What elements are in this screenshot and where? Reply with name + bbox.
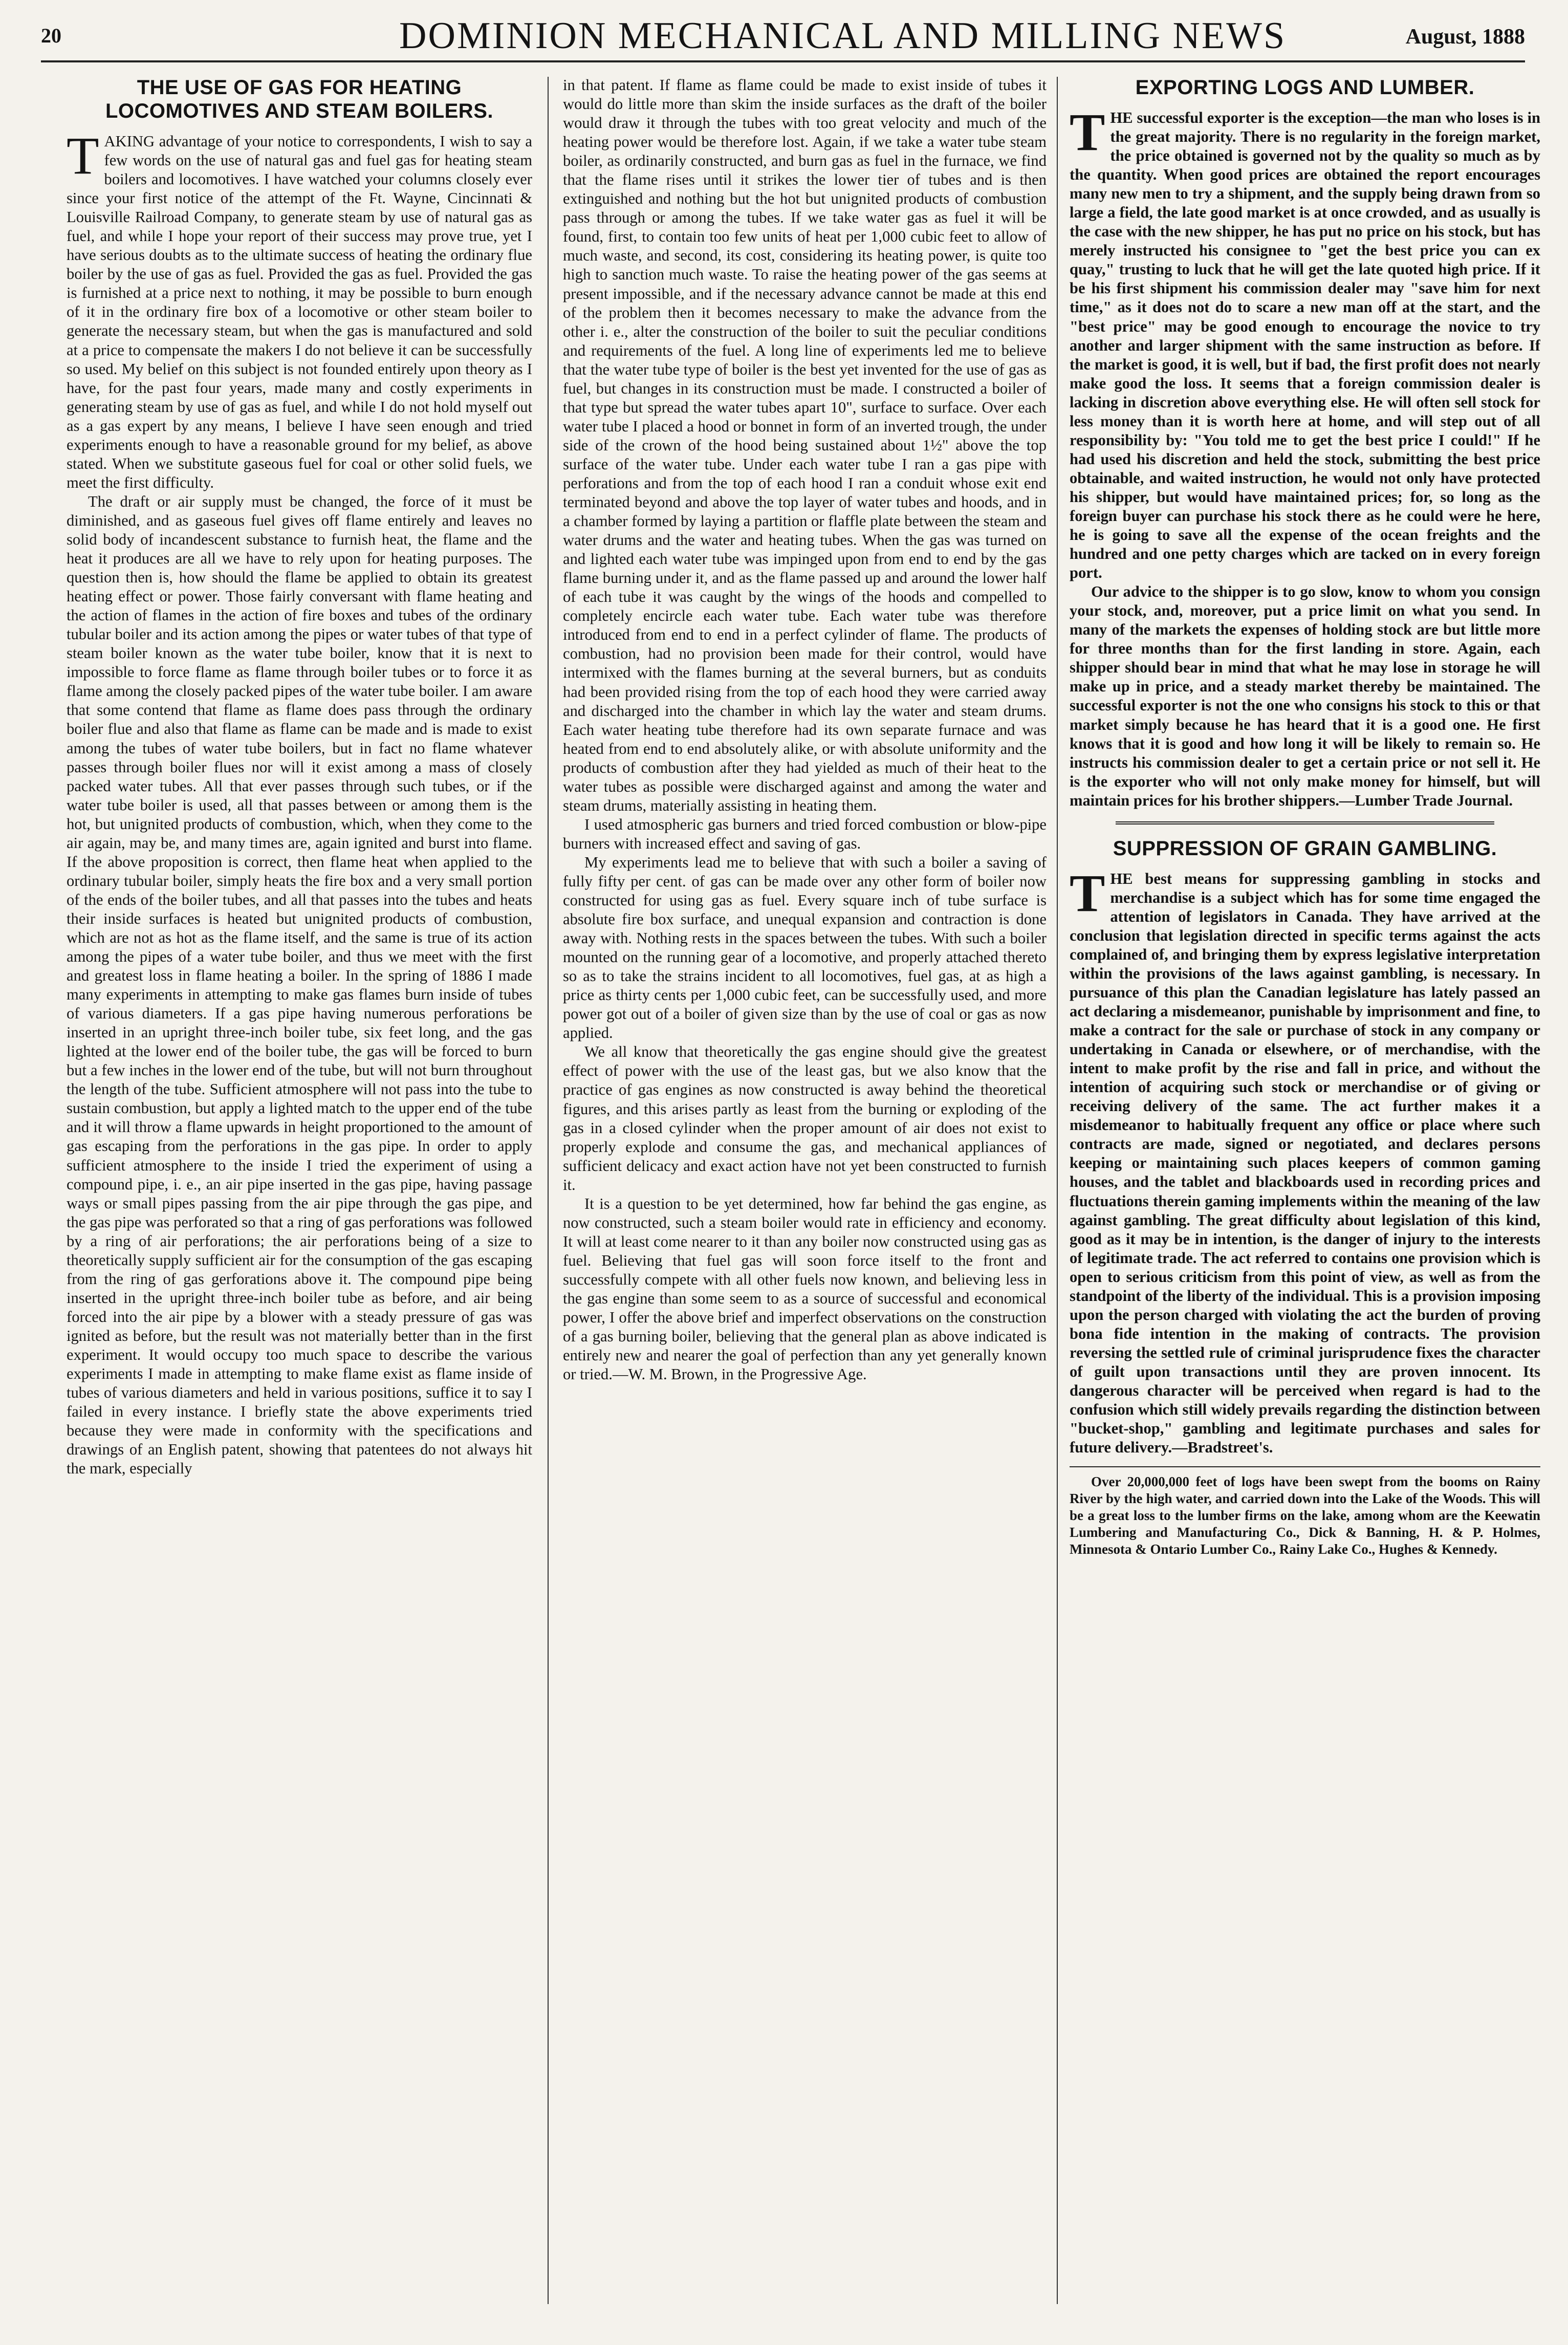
column-divider: [548, 77, 549, 2304]
column-3: [1070, 76, 1540, 2314]
note-separator: [1070, 1466, 1540, 1467]
article-separator: [1116, 821, 1494, 824]
article-paragraph: I used atmospheric gas burners and tried forced combustion or blow-pipe burners with increased effect and saving of gas.: [563, 815, 1047, 852]
issue-date: August, 1888: [1405, 25, 1525, 49]
column-2: [563, 76, 1047, 2314]
article-paragraph: THE successful exporter is the exception—the man who loses is in the great majority. There is no regularity in the foreign market, the price obtained is governed not by the quality so much as by the quantity. When good prices are obtained the report encourages many new men to try a shipment, and the supply being drawn from so large a field, the late good market is at once crowded, and as usually is the case with the new shipper, he has put no price on his stock, but has merely instructed his consignee to "get the best price you can ex quay," trusting to luck that he will get the late quoted high price. If it be his first shipment his commission dealer may "save him for next time," as it does not do to scare a new man off at the start, and the "best price" may be good enough to encourage the novice to try another and larger shipment with the same instruction as before. If the market is good, it is well, but if bad, the first profit does not nearly make good the loss. It seems that a foreign commission dealer is lacking in discretion above everything else. He will often sell stock for less money than it is worth here at home, and will step out of all responsibility by: "You told me to get the best price I could!" If he had used his discretion and held the stock, submitting the best price obtainable, and waited instruction, he would not only have protected his shipper, but would have maintained prices; for, so long as the foreign buyer can purchase his stock there as he could were he here, he is going to save all the expense of the ocean freights and the hundred and one petty charges which are tacked on in every foreign port.: [1070, 103, 1540, 582]
masthead-rule: [41, 60, 1525, 62]
article-grain-gambling: [1070, 863, 1540, 1457]
news-note: [1070, 1473, 1540, 1558]
article-exporting-logs: [1070, 103, 1540, 810]
article-heading: THE USE OF GAS FOR HEATING LOCOMOTIVES AND STEAM BOILERS.: [105, 76, 493, 122]
column-1: [67, 76, 532, 2314]
note-paragraph: Over 20,000,000 feet of logs have been swept from the booms on Rainy River by the high water, and carried down into the Lake of the Woods. This will be a great loss to the lumber firms on the lake, among whom are the Keewatin Lumbering and Manufacturing Co., Dick & Banning, H. & P. Holmes, Minnesota & Ontario Lumber Co., Rainy Lake Co., Hughes & Kennedy.: [1070, 1474, 1540, 1557]
article-paragraph: TAKING advantage of your notice to correspondents, I wish to say a few words on the use of natural gas and fuel gas for heating steam boilers and locomotives. I have watched your columns closely ever since your first notice of the attempt of the Ft. Wayne, Cincinnati & Louisville Railroad Company, to generate steam by use of natural gas as fuel, and while I hope your report of their success may prove true, yet I have serious doubts as to the ultimate success of heating the ordinary flue boiler by the use of gas as fuel. Provided the gas as fuel. Provided the gas is furnished at a price next to nothing, it may be possible to burn enough of it in the ordinary fire box of a locomotive or other steam boiler to generate the necessary steam, but when the gas is manufactured and sold at a price to compensate the makers I do not believe it can be successfully so used. My belief on this subject is not founded entirely upon theory as I have, for the past four years, made many and costly experiments in generating steam by use of gas as fuel, and while I do not hold myself out as a gas expert by any means, I believe I have seen enough and tried experiments enough to have a reasonable ground for my belief, as above stated. When we substitute gaseous fuel for coal or other solid fuels, we meet the first difficulty.: [67, 126, 532, 491]
drop-cap: T: [67, 126, 99, 185]
article-paragraph: in that patent. If flame as flame could be made to exist inside of tubes it would do little more than skim the inside surfaces as the draft of the boiler would draw it through the tubes with too great velocity and much of the heating power would be therefore lost. Again, if we take a water tube steam boiler, as ordinarily constructed, and burn gas as fuel in the furnace, we find that the flame rises until it strikes the lower tier of tubes and is then extinguished and nothing but the hot but unignited products of combustion pass through or among the tubes. If we take water gas as fuel it will be found, first, to contain too few units of heat per 1,000 cubic feet to allow of much waste, and second, its cost, considering its heating power, is quite too high to sanction much waste. To raise the heating power of the gas seems at present impossible, and if the necessary advance cannot be made at this end of the problem then it becomes necessary to make the advance from the other i. e., alter the construction of the boiler to suit the peculiar conditions and requirements of the fuel. A long line of experiments led me to believe that the water tube type of boiler is the best yet invented for the use of gas as fuel, but changes in its construction must be made. I constructed a boiler of that type but spread the water tubes apart 10", surface to surface. Over each water tube I placed a hood or bonnet in form of an inverted trough, the under side of the crown of the hood being sustained about 1½" above the top surface of the water tube. Under each water tube I ran a gas pipe with perforations and from the top of each hood I ran a conduit whose exit end terminated beyond and above the top layer of water tubes and hoods, and in a chamber formed by laying a partition or flaffle plate between the steam and water drums and the water and heating tubes. When the gas was turned on and lighted each water tube was impinged upon from end to end by the gas flame burning under it, and as the flame passed up and around the lower half of each tube it was caught by the wings of the hoods and compelled to completely encircle each water tube. Each water tube was therefore introduced from end to end in a perfect cylinder of flame. The products of combustion, had no provision been made for their control, would have intermixed with the flames burning at the several burners, but as conduits had been provided rising from the top of each hood they were carried away and discharged into the chamber in which lay the water and steam drums. Each water heating tube therefore had its own separate furnace and was heated from end to end absolutely alike, or with absolute uniformity and the products of combustion after they had yielded as much of their heat to the water tubes as possible were discharged against and among the water and steam drums, materially assisting in heating them.: [563, 76, 1047, 814]
article-paragraph: Our advice to the shipper is to go slow, know to whom you consign your stock, and, moreover, put a price limit on what you send. In many of the markets the expenses of holding stock are but little more for three months than for the first landing in store. Again, each shipper should bear in mind that what he may lose in storage he will make up in price, and a steady market thereby be maintained. The successful exporter is not the one who consigns his stock to this or that market simply because he has heard that it is a good one. He first knows that it is good and how long it will be likely to remain so. He instructs his commission dealer to get a certain price or not sell it. He is the exporter who will not only make money for himself, but will maintain prices for his brother shippers.—Lumber Trade Journal.: [1070, 583, 1540, 809]
article-paragraph: We all know that theoretically the gas engine should give the greatest effect of power with the use of the least gas, but we also know that the practice of gas engines as now constructed is away behind the theoretical figures, and this arises partly as least from the burning or exploding of the gas in a closed cylinder when the proper amount of air does not exist to properly explode and consume the gas, and mechanical appliances of sufficient delicacy and exact action have not yet been constructed to furnish it.: [563, 1043, 1047, 1193]
publication-title: DOMINION MECHANICAL AND MILLING NEWS: [399, 15, 1287, 57]
page-number: 20: [41, 24, 61, 47]
article-paragraph: My experiments lead me to believe that with such a boiler a saving of fully fifty per cent. of gas can be made over any other form of boiler now constructed for using gas as fuel. Every square inch of tube surface is absolute fire box surface, and unequal expansion and contraction is done away with. Nothing rests in the spaces between the tubes. With such a boiler mounted on the running gear of a locomotive, and properly attached thereto so as to take the strains incident to all locomotives, fuel gas, at as high a price as thirty cents per 1,000 cubic feet, can be successfully used, and more power got out of a boiler of given size than by the use of coal or gas as now applied.: [563, 853, 1047, 1042]
masthead: [41, 14, 1525, 55]
article-paragraph: It is a question to be yet determined, how far behind the gas engine, as now constructed, such a steam boiler would rate in efficiency and economy. It will at least come nearer to it than any boiler now constructed using gas as fuel. Believing that fuel gas will soon force itself to the front and successfully compete with all other fuels now known, and believing less in the gas engine than some seem to as a source of successful and economical power, I offer the above brief and imperfect observations on the construction of a gas burning boiler, believing that the general plan as above indicated is entirely new and nearer the goal of perfection than any yet generally known or tried.—W. M. Brown, in the Progressive Age.: [563, 1195, 1047, 1383]
drop-cap: T: [1070, 103, 1105, 162]
column-divider: [1057, 77, 1058, 2304]
article-heading: EXPORTING LOGS AND LUMBER.: [1135, 76, 1475, 99]
drop-cap: T: [1070, 863, 1105, 923]
article-paragraph: The draft or air supply must be changed, the force of it must be diminished, and as gaseous fuel gives off flame entirely and leaves no solid body of incandescent substance to furnish heat, the flame and the heat it produces are all we have to rely upon for heating purposes. The question then is, how should the flame be applied to obtain its greatest heating effect or power. Those fairly conversant with flame heating and the action of flames in the action of fire boxes and tubes of the ordinary tubular boiler and its action among the pipes or water tubes of that type of steam boiler known as the water tube boiler, know that it is next to impossible to force flame as flame through boiler tubes or to force it as flame among the closely packed pipes of the water tube boiler. I am aware that some contend that flame as flame does pass through the ordinary boiler flue and also that flame as flame can be made and is made to exist among the tubes of water tube boilers, but in fact no flame whatever passes through boiler flues nor will it exist among a mass of closely packed water tubes. All that ever passes through such tubes, or if the water tube boiler is used, all that passes between or among them is the hot, but unignited products of combustion, which, when they come to the air again, may be, and many times are, again ignited and burst into flame. If the above proposition is correct, then flame heat when applied to the ordinary tubular boiler, simply heats the fire box and a very small portion of the ends of the boiler tubes, and all that passes into the tubes and heats their inside surfaces is heated but unignited products of combustion, which are not as hot as the flame itself, and the same is true of its action among the pipes of a water tube boiler, and thus we meet with the first and greatest loss in flame heating a boiler. In the spring of 1886 I made many experiments in attempting to make gas flames burn inside of tubes of various diameters. If a gas pipe having numerous perforations be inserted in an upright three-inch boiler tube, six feet long, and the gas lighted at the lower end of the boiler tube, the gas will be forced to burn but a few inches in the lower end of the tube, but will not burn throughout the length of the tube. Sufficient atmosphere will not pass into the tube to sustain combustion, but apply a lighted match to the upper end of the tube and it will throw a flame upwards in height proportioned to the amount of gas escaping from the perforations in the gas pipe. In order to apply sufficient atmosphere to the inside I tried the experiment of using a compound pipe, i. e., an air pipe inserted in the gas pipe, having passage ways or small pipes passing from the air pipe through the gas pipe, and the gas pipe was perforated so that a ring of gas perforations was followed by a ring of air perforations; the air perforations being of a size to theoretically supply sufficient air for the consumption of the gas escaping from the ring of gas gerforations above it. The compound pipe being inserted in the upright three-inch boiler tube as before, and air being forced into the air pipe by a blower with a steady pressure of gas was ignited as before, but the result was not materially better than in the first experiment. It would occupy too much space to describe the various experiments I made in attempting to make flame exist as flame inside of tubes of various diameters and held in various positions, suffice it to say I failed in every instance. I briefly state the above experiments tried because they were made in conformity with the specifications and drawings of an English patent, showing that patentees do not always hit the mark, especially: [67, 492, 532, 1478]
article-heading: SUPPRESSION OF GRAIN GAMBLING.: [1113, 837, 1497, 860]
article-paragraph: THE best means for suppressing gambling in stocks and merchandise is a subject which has for some time engaged the attention of legislators in Canada. They have arrived at the conclusion that legislation directed in specific terms against the acts complained of, and bringing them by express legislative interpretation within the provisions of the laws against gambling, is necessary. In pursuance of this plan the Canadian legislature has lately passed an act declaring a misdemeanor, punishable by imprisonment and fine, to make a contract for the sale or purchase of stock in any company or undertaking in Canada or elsewhere, or of merchandise, with the intent to make profit by the rise and fall in price, and without the intention of acquiring such stock or merchandise or of giving or receiving delivery of the same. The act further makes it a misdemeanor to habitually frequent any office or place where such contracts are made, signed or negotiated, and declares persons keeping or maintaining such places keepers of common gaming houses, and the tablet and blackboards used in recording prices and fluctuations therein gaming implements within the meaning of the law against gambling. The great difficulty about legislation of this kind, good as it may be in intention, is the danger of injury to the interests of legitimate trade. The act referred to contains one provision which is open to serious criticism from this point of view, as well as from the standpoint of the liberty of the individual. This is a provision imposing upon the person charged with violating the act the burden of proving bona fide intention in the making of contracts. The provision reversing the settled rule of criminal jurisprudence fixes the character of guilt upon transactions until they are proven innocent. Its dangerous character will be perceived when regard is had to the confusion which still widely prevails regarding the distinction between "bucket-shop," gambling and legitimate purchases and sales for future delivery.—Bradstreet's.: [1070, 863, 1540, 1457]
